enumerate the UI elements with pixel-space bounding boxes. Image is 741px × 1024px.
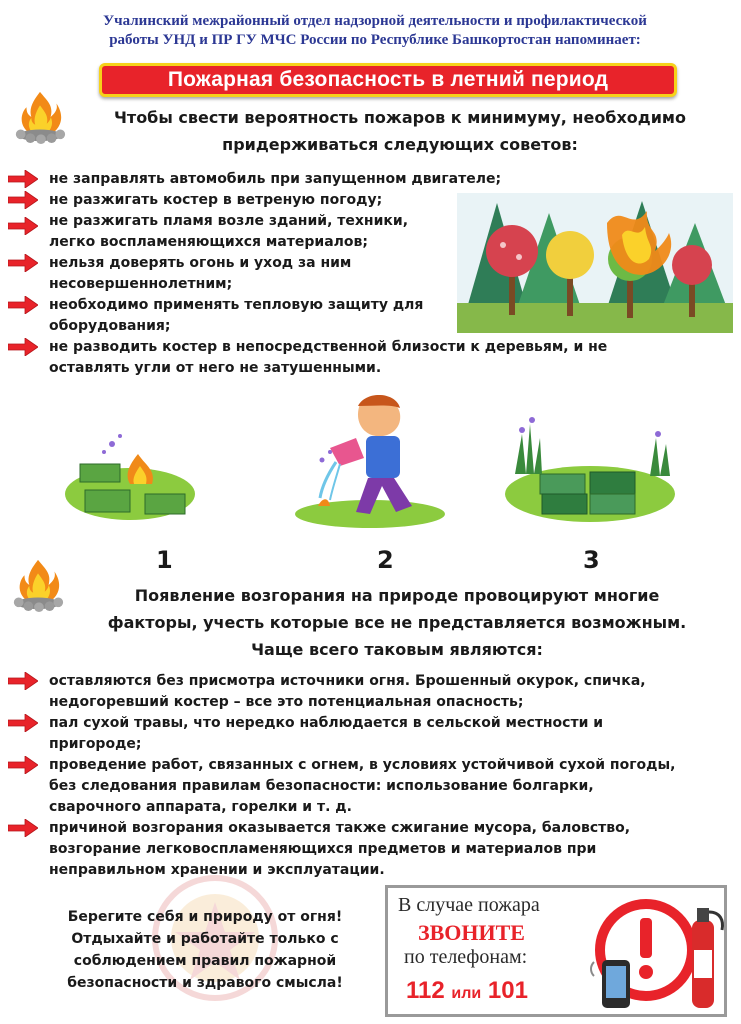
- list-item: необходимо применять тепловую защиту для: [8, 295, 607, 316]
- list-item: пал сухой травы, что нередко наблюдается в сельской местности и: [8, 713, 675, 734]
- red-arrow-icon: [8, 819, 38, 837]
- list-item-continued: без следования правилам безопасности: использование болгарки,: [49, 778, 594, 794]
- closing-message: [40, 906, 370, 994]
- section2-intro: [62, 582, 732, 663]
- red-arrow-icon: [8, 756, 38, 774]
- list-item: проведение работ, связанных с огнем, в условиях устойчивой сухой погоды,: [8, 755, 675, 776]
- header-line: работы УНД и ПР ГУ МЧС России по Республике Башкортостан напоминает:: [109, 32, 641, 48]
- closing-line: безопасности и здравого смысла!: [67, 975, 343, 991]
- red-arrow-icon: [8, 338, 38, 356]
- list-item-continued: оставлять угли от него не затушенными.: [49, 360, 382, 376]
- list-item-continued: легко воспламеняющихся материалов;: [49, 234, 369, 250]
- step-number: 2: [377, 546, 394, 574]
- emergency-number: 101: [487, 977, 528, 1004]
- red-arrow-icon: [8, 714, 38, 732]
- list-item-continued: неправильном хранении и эксплуатации.: [49, 862, 385, 878]
- list-item-continued: недогоревший костер – все это потенциальная опасность;: [49, 694, 524, 710]
- list-item: нельзя доверять огонь и уход за ним: [8, 253, 607, 274]
- intro-line: факторы, учесть которые все не представляется возможным.: [107, 613, 687, 632]
- list-item-continued: оборудования;: [49, 318, 171, 334]
- emergency-line: по телефонам:: [404, 946, 528, 968]
- fire-causes-list: [8, 671, 675, 881]
- campfire-icon: [12, 556, 64, 612]
- emergency-call-label: ЗВОНИТЕ: [418, 920, 525, 945]
- list-item-continued: сварочного аппарата, горелки и т. д.: [49, 799, 352, 815]
- red-arrow-icon: [8, 296, 38, 314]
- red-arrow-icon: [8, 191, 38, 209]
- emergency-or: или: [451, 985, 482, 1002]
- red-arrow-icon: [8, 170, 38, 188]
- emergency-call-box: [385, 885, 727, 1017]
- list-item: не разводить костер в непосредственной близости к деревьям, и не: [8, 337, 607, 358]
- campfire-icon: [14, 88, 66, 144]
- list-item-continued: несовершеннолетним;: [49, 276, 233, 292]
- list-item: причиной возгорания оказывается также сжигание мусора, баловство,: [8, 818, 675, 839]
- closing-line: Берегите себя и природу от огня!: [67, 909, 343, 925]
- emergency-number: 112: [406, 977, 445, 1004]
- intro-line: Чаще всего таковым являются:: [251, 640, 543, 659]
- list-item: не заправлять автомобиль при запущенном двигателе;: [8, 169, 607, 190]
- closing-line: Отдыхайте и работайте только с: [71, 931, 339, 947]
- red-arrow-icon: [8, 672, 38, 690]
- emergency-line: В случае пожара: [398, 894, 540, 916]
- list-item: не разжигать костер в ветреную погоду;: [8, 190, 607, 211]
- closing-line: соблюдением правил пожарной: [73, 953, 337, 969]
- step-number: 3: [583, 546, 600, 574]
- step-number: 1: [156, 546, 173, 574]
- header-notice: [40, 12, 710, 50]
- exclamation-extinguisher-icon: [584, 890, 726, 1014]
- list-item-continued: пригороде;: [49, 736, 142, 752]
- title-banner: [99, 63, 677, 97]
- list-item: не разжигать пламя возле зданий, техники,: [8, 211, 607, 232]
- intro-line: Появление возгорания на природе провоцируют многие: [134, 586, 660, 605]
- page-title: Пожарная безопасность в летний период: [167, 68, 609, 91]
- emergency-numbers: [406, 977, 528, 1005]
- intro-line: придерживаться следующих советов:: [222, 135, 578, 154]
- header-line: Учалинский межрайонный отдел надзорной деятельности и профилактической: [103, 13, 647, 29]
- list-item: оставляются без присмотра источники огня. Брошенный окурок, спичка,: [8, 671, 675, 692]
- red-arrow-icon: [8, 254, 38, 272]
- list-item-continued: возгорание легковоспламеняющихся предметов и материалов при: [49, 841, 597, 857]
- section1-intro: [70, 104, 730, 158]
- forest-fire-illustration: [457, 193, 733, 333]
- intro-line: Чтобы свести вероятность пожаров к минимуму, необходимо: [113, 108, 686, 127]
